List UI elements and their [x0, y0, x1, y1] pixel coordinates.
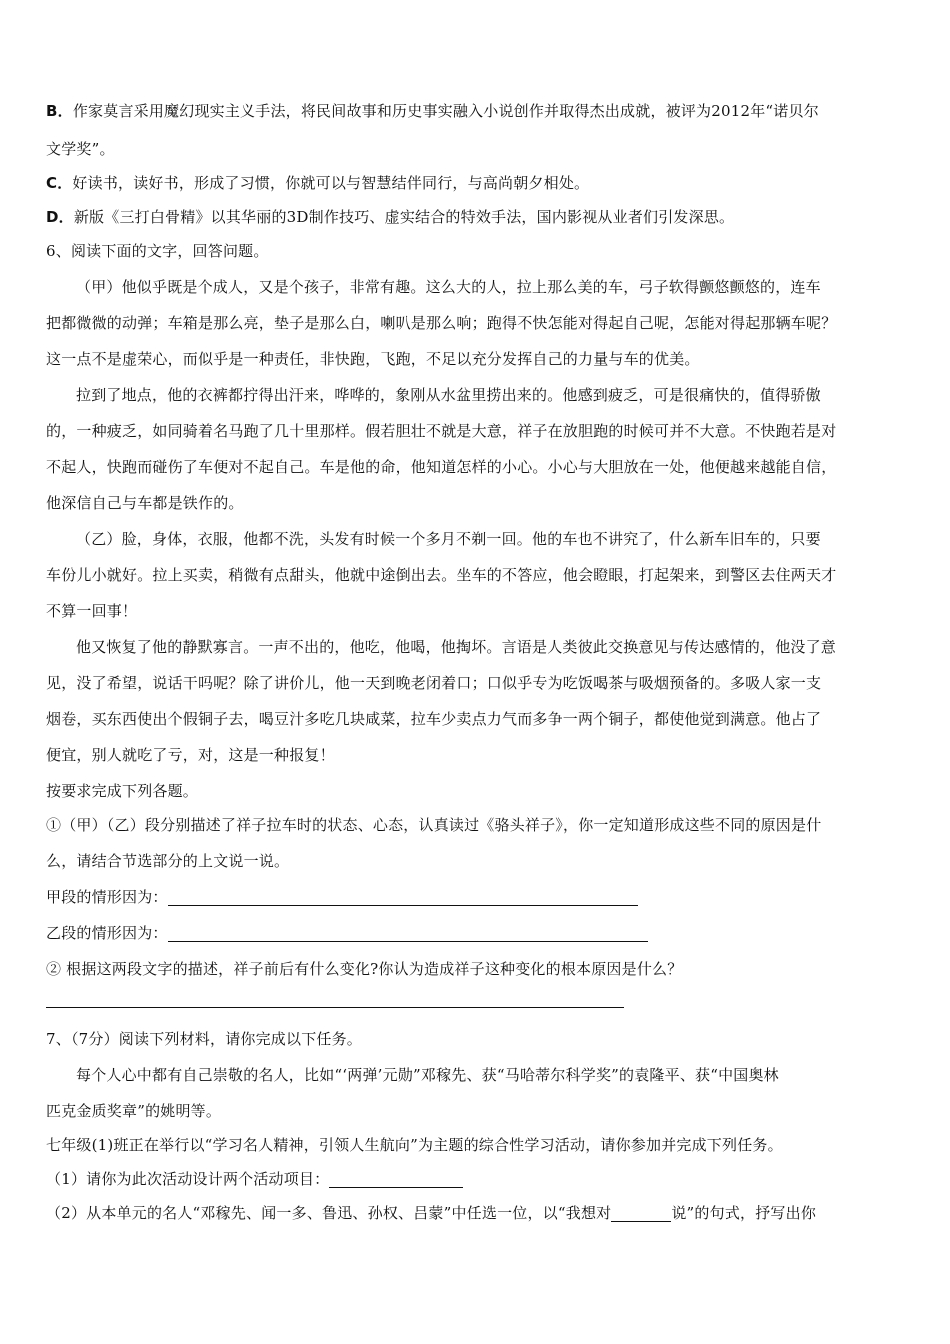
- q6-sub1-continued: 么，请结合节选部分的上文说一说。: [46, 852, 290, 870]
- q7-task1: （1）请你为此次活动设计两个活动项目：: [46, 1170, 330, 1188]
- option-d: [46, 208, 734, 226]
- q7-task2-pre: （2）从本单元的名人“邓稼先、闻一多、鲁迅、孙权、吕蒙”中任选一位，以“我想对: [46, 1204, 612, 1222]
- option-b: [46, 102, 819, 120]
- q7-material-continued: 匹克金质奖章”的姚明等。: [46, 1102, 222, 1120]
- q6-heading: 6、阅读下面的文字，回答问题。: [46, 242, 269, 260]
- q7-task1-row: [46, 1170, 463, 1188]
- q6-instruction: 按要求完成下列各题。: [46, 782, 199, 800]
- q7-material: 每个人心中都有自己崇敬的名人，比如“‘两弹’元勋”邓稼先、获“马哈蒂尔科学奖”的袁隆平、获“中国奥林: [76, 1066, 779, 1084]
- q7-heading: 7、（7分）阅读下列材料，请你完成以下任务。: [46, 1030, 362, 1048]
- answer-b-blank[interactable]: [168, 927, 648, 942]
- option-c-text: 好读书，读好书，形成了习惯，你就可以与智慧结伴同行，与高尚朝夕相处。: [72, 174, 590, 192]
- passage-line: （甲）他似乎既是个成人，又是个孩子，非常有趣。这么大的人，拉上那么美的车，弓子软得颤悠颤悠的，连车: [76, 278, 821, 296]
- q6-sub1: ①（甲）（乙）段分别描述了祥子拉车时的状态、心态，认真读过《骆头祥子》，你一定知道形成这些不同的原因是什: [46, 816, 822, 834]
- q7-task2-post: 说”的句式，抒写出你: [671, 1204, 817, 1222]
- passage-line: 不算一回事！: [46, 602, 138, 620]
- option-d-letter: D．: [46, 208, 74, 226]
- passage-line: 便宜，别人就吃了亏，对，这是一种报复！: [46, 746, 335, 764]
- passage-line: 不起人，快跑而碰伤了车便对不起自己。车是他的命，他知道怎样的小心。小心与大胆放在一处，他便越来越能自信，: [46, 458, 837, 476]
- option-b-letter: B．: [46, 102, 73, 120]
- passage-line: 见，没了希望，说话干吗呢？除了讲价儿，他一天到晚老闭着口；口似乎专为吃饭喝茶与吸烟预备的。多吸人家一支: [46, 674, 822, 692]
- passage-line: （乙）脸，身体，衣服，他都不洗，头发有时候一个多月不剃一回。他的车也不讲究了，什么新车旧车的，只要: [76, 530, 821, 548]
- passage-line: 拉到了地点，他的衣裤都拧得出汗来，哗哗的，象刚从水盆里捞出来的。他感到疲乏，可是很痛快的，值得骄傲: [76, 386, 821, 404]
- q7-context: 七年级(1)班正在举行以“学习名人精神，引领人生航向”为主题的综合性学习活动，请你参加并完成下列任务。: [46, 1136, 783, 1154]
- q6-sub2: ② 根据这两段文字的描述，祥子前后有什么变化?你认为造成祥子这种变化的根本原因是什么？: [46, 960, 683, 978]
- passage-line: 这一点不是虚荣心，而似乎是一种责任，非快跑，飞跑，不足以充分发挥自己的力量与车的优美。: [46, 350, 700, 368]
- passage-line: 车份儿小就好。拉上买卖，稍微有点甜头，他就中途倒出去。坐车的不答应，他会瞪眼，打起架来，到警区去住两天才: [46, 566, 837, 584]
- passage-line: 把都微微的动弹；车箱是那么亮，垫子是那么白，喇叭是那么响；跑得不快怎能对得起自己呢，怎能对得起那辆车呢？: [46, 314, 837, 332]
- answer-a-label: 甲段的情形因为：: [46, 888, 168, 906]
- passage-line: 他深信自己与车都是铁作的。: [46, 494, 244, 512]
- passage-line: 他又恢复了他的静默寡言。一声不出的，他吃，他喝，他掏坏。言语是人类彼此交换意见与传达感情的，他没了意: [76, 638, 837, 656]
- option-c: [46, 174, 589, 192]
- option-b-continued: [46, 140, 115, 158]
- option-c-letter: C．: [46, 174, 73, 192]
- option-b-text-continued: 文学奖”。: [46, 140, 115, 158]
- task2-blank[interactable]: [611, 1207, 671, 1222]
- answer-b-row: [46, 924, 648, 942]
- answer-a-blank[interactable]: [168, 891, 638, 906]
- task1-blank[interactable]: [329, 1173, 463, 1188]
- answer-sub2-blank[interactable]: [46, 1006, 624, 1008]
- option-b-text: 作家莫言采用魔幻现实主义手法，将民间故事和历史事实融入小说创作并取得杰出成就，被评为2012年“诺贝尔: [72, 102, 819, 120]
- option-d-text: 新版《三打白骨精》以其华丽的3D制作技巧、虚实结合的特效手法，国内影视从业者们引发深思。: [73, 208, 735, 226]
- q7-task2-row: [46, 1204, 816, 1222]
- passage-line: 的，一种疲乏，如同骑着名马跑了几十里那样。假若胆壮不就是大意，祥子在放胆跑的时候可并不大意。不快跑若是对: [46, 422, 837, 440]
- passage-line: 烟卷，买东西使出个假铜子去，喝豆汁多吃几块咸菜，拉车少卖点力气而多争一两个铜子，都使他觉到满意。他占了: [46, 710, 822, 728]
- answer-a-row: [46, 888, 638, 906]
- answer-b-label: 乙段的情形因为：: [46, 924, 168, 942]
